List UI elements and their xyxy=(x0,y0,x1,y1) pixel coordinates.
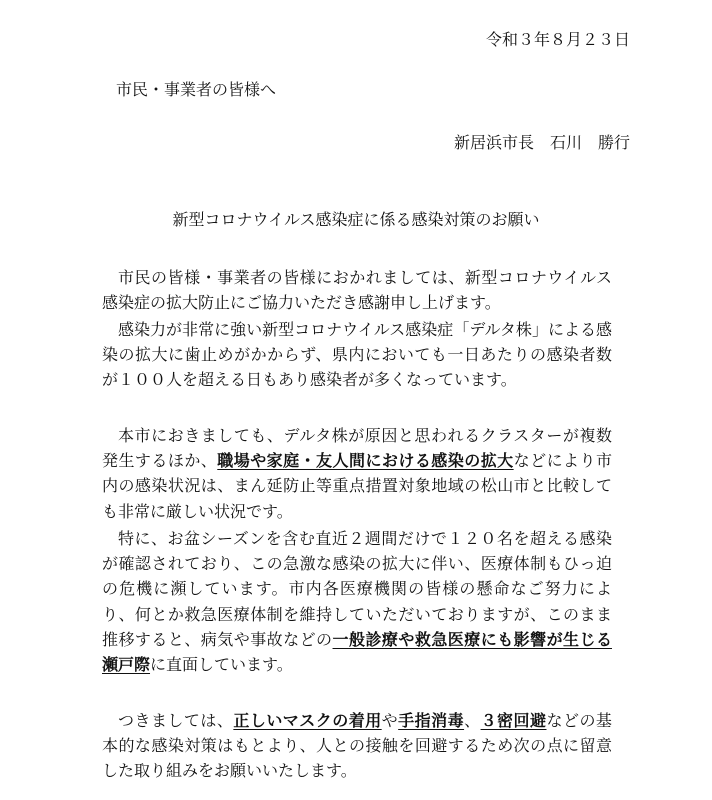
paragraph-delta-variant xyxy=(102,317,612,393)
paragraph-text: 特に、お盆シーズンを含む直近２週間だけで１２０名を超える感染が確認されており、この急激な感染の拡大に伴い、医療体制もひっ迫の危機に瀕しています。市内各医療機関の皆様の懸命なご努力により、何とか救急医療体制を維持していただいておりますが、このまま推移すると、病気や事故などの xyxy=(102,529,612,649)
paragraph-text: 、 xyxy=(464,711,481,730)
paragraph-text: 本市におきましても、デルタ株が原因と思われるクラスターが複数発生するほか、 xyxy=(102,426,612,471)
paragraph-text: などの基本的な感染対策はもとより、人との接触を回避するため次の点に留意した取り組みをお願いいたします。 xyxy=(102,711,612,781)
paragraph-request xyxy=(102,708,612,784)
letter-title: 新型コロナウイルス感染症に係る感染対策のお願い xyxy=(172,210,540,229)
paragraph-text: 市民の皆様・事業者の皆様におかれましては、新型コロナウイルス感染症の拡大防止にご協力いただき感謝申し上げます。 xyxy=(102,268,612,313)
paragraph-medical-crisis xyxy=(102,526,612,677)
highlight-medical-impact: 一般診療や救急医療にも影響が生じる瀬戸際 xyxy=(102,629,612,675)
paragraph-text: つきましては、 xyxy=(118,711,234,730)
letter-date: 令和３年８月２３日 xyxy=(485,30,630,49)
highlight-hand-disinfection: 手指消毒 xyxy=(398,711,465,730)
paragraph-text: に直面しています。 xyxy=(150,655,293,675)
paragraph-text: や xyxy=(381,711,399,730)
addressee: 市民・事業者の皆様へ xyxy=(116,80,277,99)
paragraph-text: などにより市内の感染状況は、まん延防止等重点措置対象地域の松山市と比較しても非常に厳しい状況です。 xyxy=(102,451,612,521)
highlight-workplace-spread: 職場や家庭・友人間における感染の拡大 xyxy=(217,451,514,471)
highlight-mask: 正しいマスクの着用 xyxy=(233,711,382,730)
paragraph-text: 感染力が非常に強い新型コロナウイルス感染症「デルタ株」による感染の拡大に歯止めがかからず、県内においても一日あたりの感染者数が１００人を超える日もあり感染者が多くなっています。 xyxy=(102,320,612,390)
paragraph-city-situation xyxy=(102,423,612,524)
mayor-signature: 新居浜市長 石川 勝行 xyxy=(453,133,630,152)
highlight-three-cs: ３密回避 xyxy=(480,711,547,730)
paragraph-gratitude xyxy=(102,265,612,315)
